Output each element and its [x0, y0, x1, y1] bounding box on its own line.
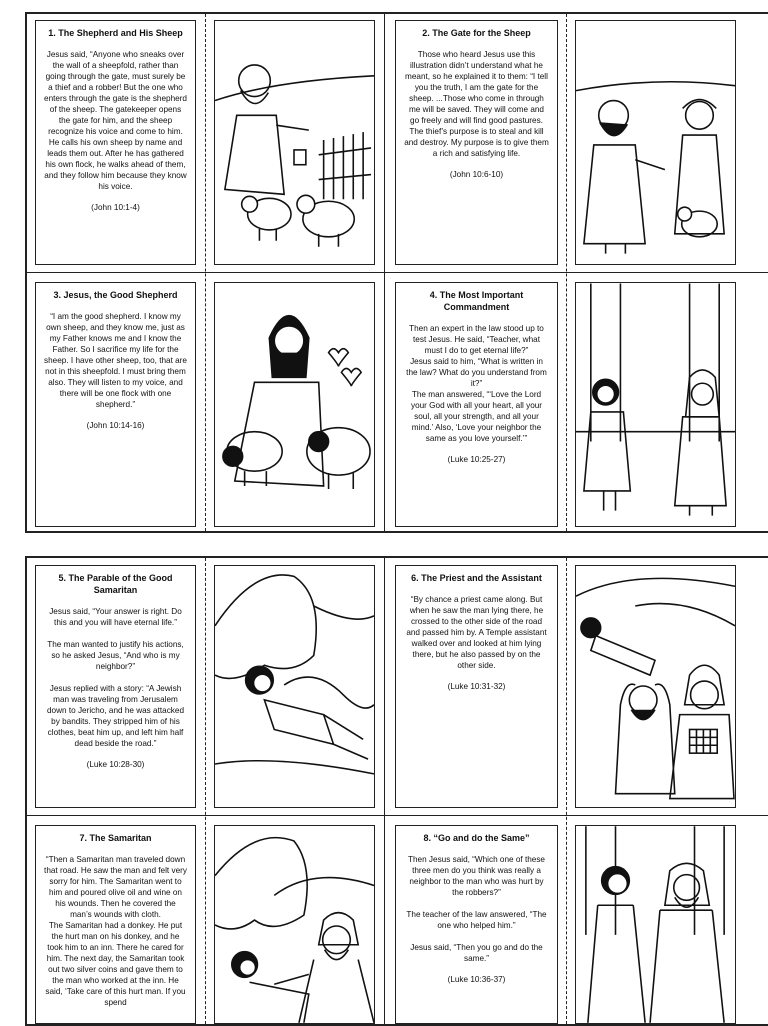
card-title: 3. Jesus, the Good Shepherd	[53, 290, 178, 300]
card-reference: (John 10:6-10)	[449, 170, 504, 179]
story-card-4	[395, 282, 558, 527]
card-reference: (John 10:14-16)	[86, 421, 145, 430]
card-title: 5. The Parable of the Good Samaritan	[58, 573, 173, 595]
story-card-7	[35, 825, 196, 1024]
story-card-1	[35, 20, 196, 265]
card-body: Then an expert in the law stood up to test Jesus. He said, “Teacher, what must I do to get eternal life?” Jesus said to him, “What is written in the law? What do you understand from it?” The man answered, “‘Love the Lord your God with all your heart, all your soul, all your strength, and all your mind.’ Also, ‘Love your neighbor the same as you love yourself.’”	[406, 324, 547, 443]
card-body: Jesus said, “Your answer is right. Do this and you will have eternal life.” The man wanted to justify his actions, so he asked Jesus, “And who is my neighbor?” Jesus replied with a story: “A Jewish man was traveling from Jerusalem down to Jericho, and he was attacked by bandits. They stripped him of his clothes, beat him up, and left him half dead beside the road.”	[47, 607, 184, 748]
illustration-gate-for-sheep	[575, 20, 736, 265]
illustration-samaritan-helping	[214, 825, 375, 1024]
card-reference: (Luke 10:31-32)	[447, 682, 506, 691]
center-divider	[384, 558, 385, 1024]
row-divider	[27, 815, 768, 816]
illustration-good-shepherd	[214, 282, 375, 527]
illustration-man-beside-road	[214, 565, 375, 808]
story-card-6	[395, 565, 558, 808]
fold-line	[566, 558, 567, 1024]
illustration-priest-and-assistant	[575, 565, 736, 808]
card-title: 1. The Shepherd and His Sheep	[48, 28, 183, 38]
story-card-3	[35, 282, 196, 527]
row-divider	[27, 272, 768, 273]
card-body: Then Jesus said, “Which one of these three men do you think was really a neighbor to the man who was hurt by the robbers?” The teacher of the law answered, “The one who helped him.” Jesus said, “Then you go and do the same.”	[406, 855, 547, 963]
card-body: “By chance a priest came along. But when he saw the man lying there, he crossed to the other side of the road and passed him by. A Temple assistant walked over and looked at him lying there, but he also passed by on the other side.	[406, 595, 547, 670]
fold-line	[205, 558, 206, 1024]
card-title: 8. “Go and do the Same”	[423, 833, 530, 843]
card-title: 6. The Priest and the Assistant	[411, 573, 542, 583]
card-body: Those who heard Jesus use this illustration didn’t understand what he meant, so he explained it to them: “I tell you the truth, I am the gate for the sheep. ...Those who come in through me will be saved. They will come and go freely and will find good pastures. The thief’s purpose is to steal and kill and destroy. My purpose is to give them a rich and satisfying life.	[404, 50, 549, 158]
illustration-go-and-do-same	[575, 825, 736, 1024]
card-title: 2. The Gate for the Sheep	[422, 28, 531, 38]
story-card-2	[395, 20, 558, 265]
card-reference: (Luke 10:36-37)	[447, 975, 506, 984]
illustration-expert-in-law	[575, 282, 736, 527]
card-reference: (John 10:1-4)	[91, 203, 140, 212]
card-reference: (Luke 10:28-30)	[86, 760, 145, 769]
story-card-5	[35, 565, 196, 808]
card-body: Jesus said, “Anyone who sneaks over the wall of a sheepfold, rather than going through the gate, must surely be a thief and a robber! But the one who enters through the gate is the shepherd of the sheep. The gatekeeper opens the gate for him, and the sheep recognize his voice and come to him. He calls his own sheep by name and leads them out. After he has gathered his own flock, he walks ahead of them, and they follow him because they know his voice.	[44, 50, 187, 191]
illustration-shepherd-gate	[214, 20, 375, 265]
card-title: 4. The Most Important Commandment	[429, 290, 524, 312]
card-reference: (Luke 10:25-27)	[447, 455, 506, 464]
card-title: 7. The Samaritan	[79, 833, 152, 843]
card-body: “I am the good shepherd. I know my own sheep, and they know me, just as my Father knows me and I know the Father. So I sacrifice my life for the sheep. I have other sheep, too, that are not in this sheepfold. I must bring them also. They will listen to my voice, and there will be one flock with one shepherd.”	[44, 312, 187, 409]
story-card-8	[395, 825, 558, 1024]
card-body: “Then a Samaritan man traveled down that road. He saw the man and felt very sorry for him. The Samaritan went to him and poured olive oil and wine on his wounds. Then he covered the man’s wounds with cloth. The Samaritan had a donkey. He put the hurt man on his donkey, and he took him to an inn. There he cared for him. The next day, the Samaritan took out two silver coins and gave them to the man who worked at the inn. He said, ‘Take care of this hurt man. If you spend	[44, 855, 187, 1007]
